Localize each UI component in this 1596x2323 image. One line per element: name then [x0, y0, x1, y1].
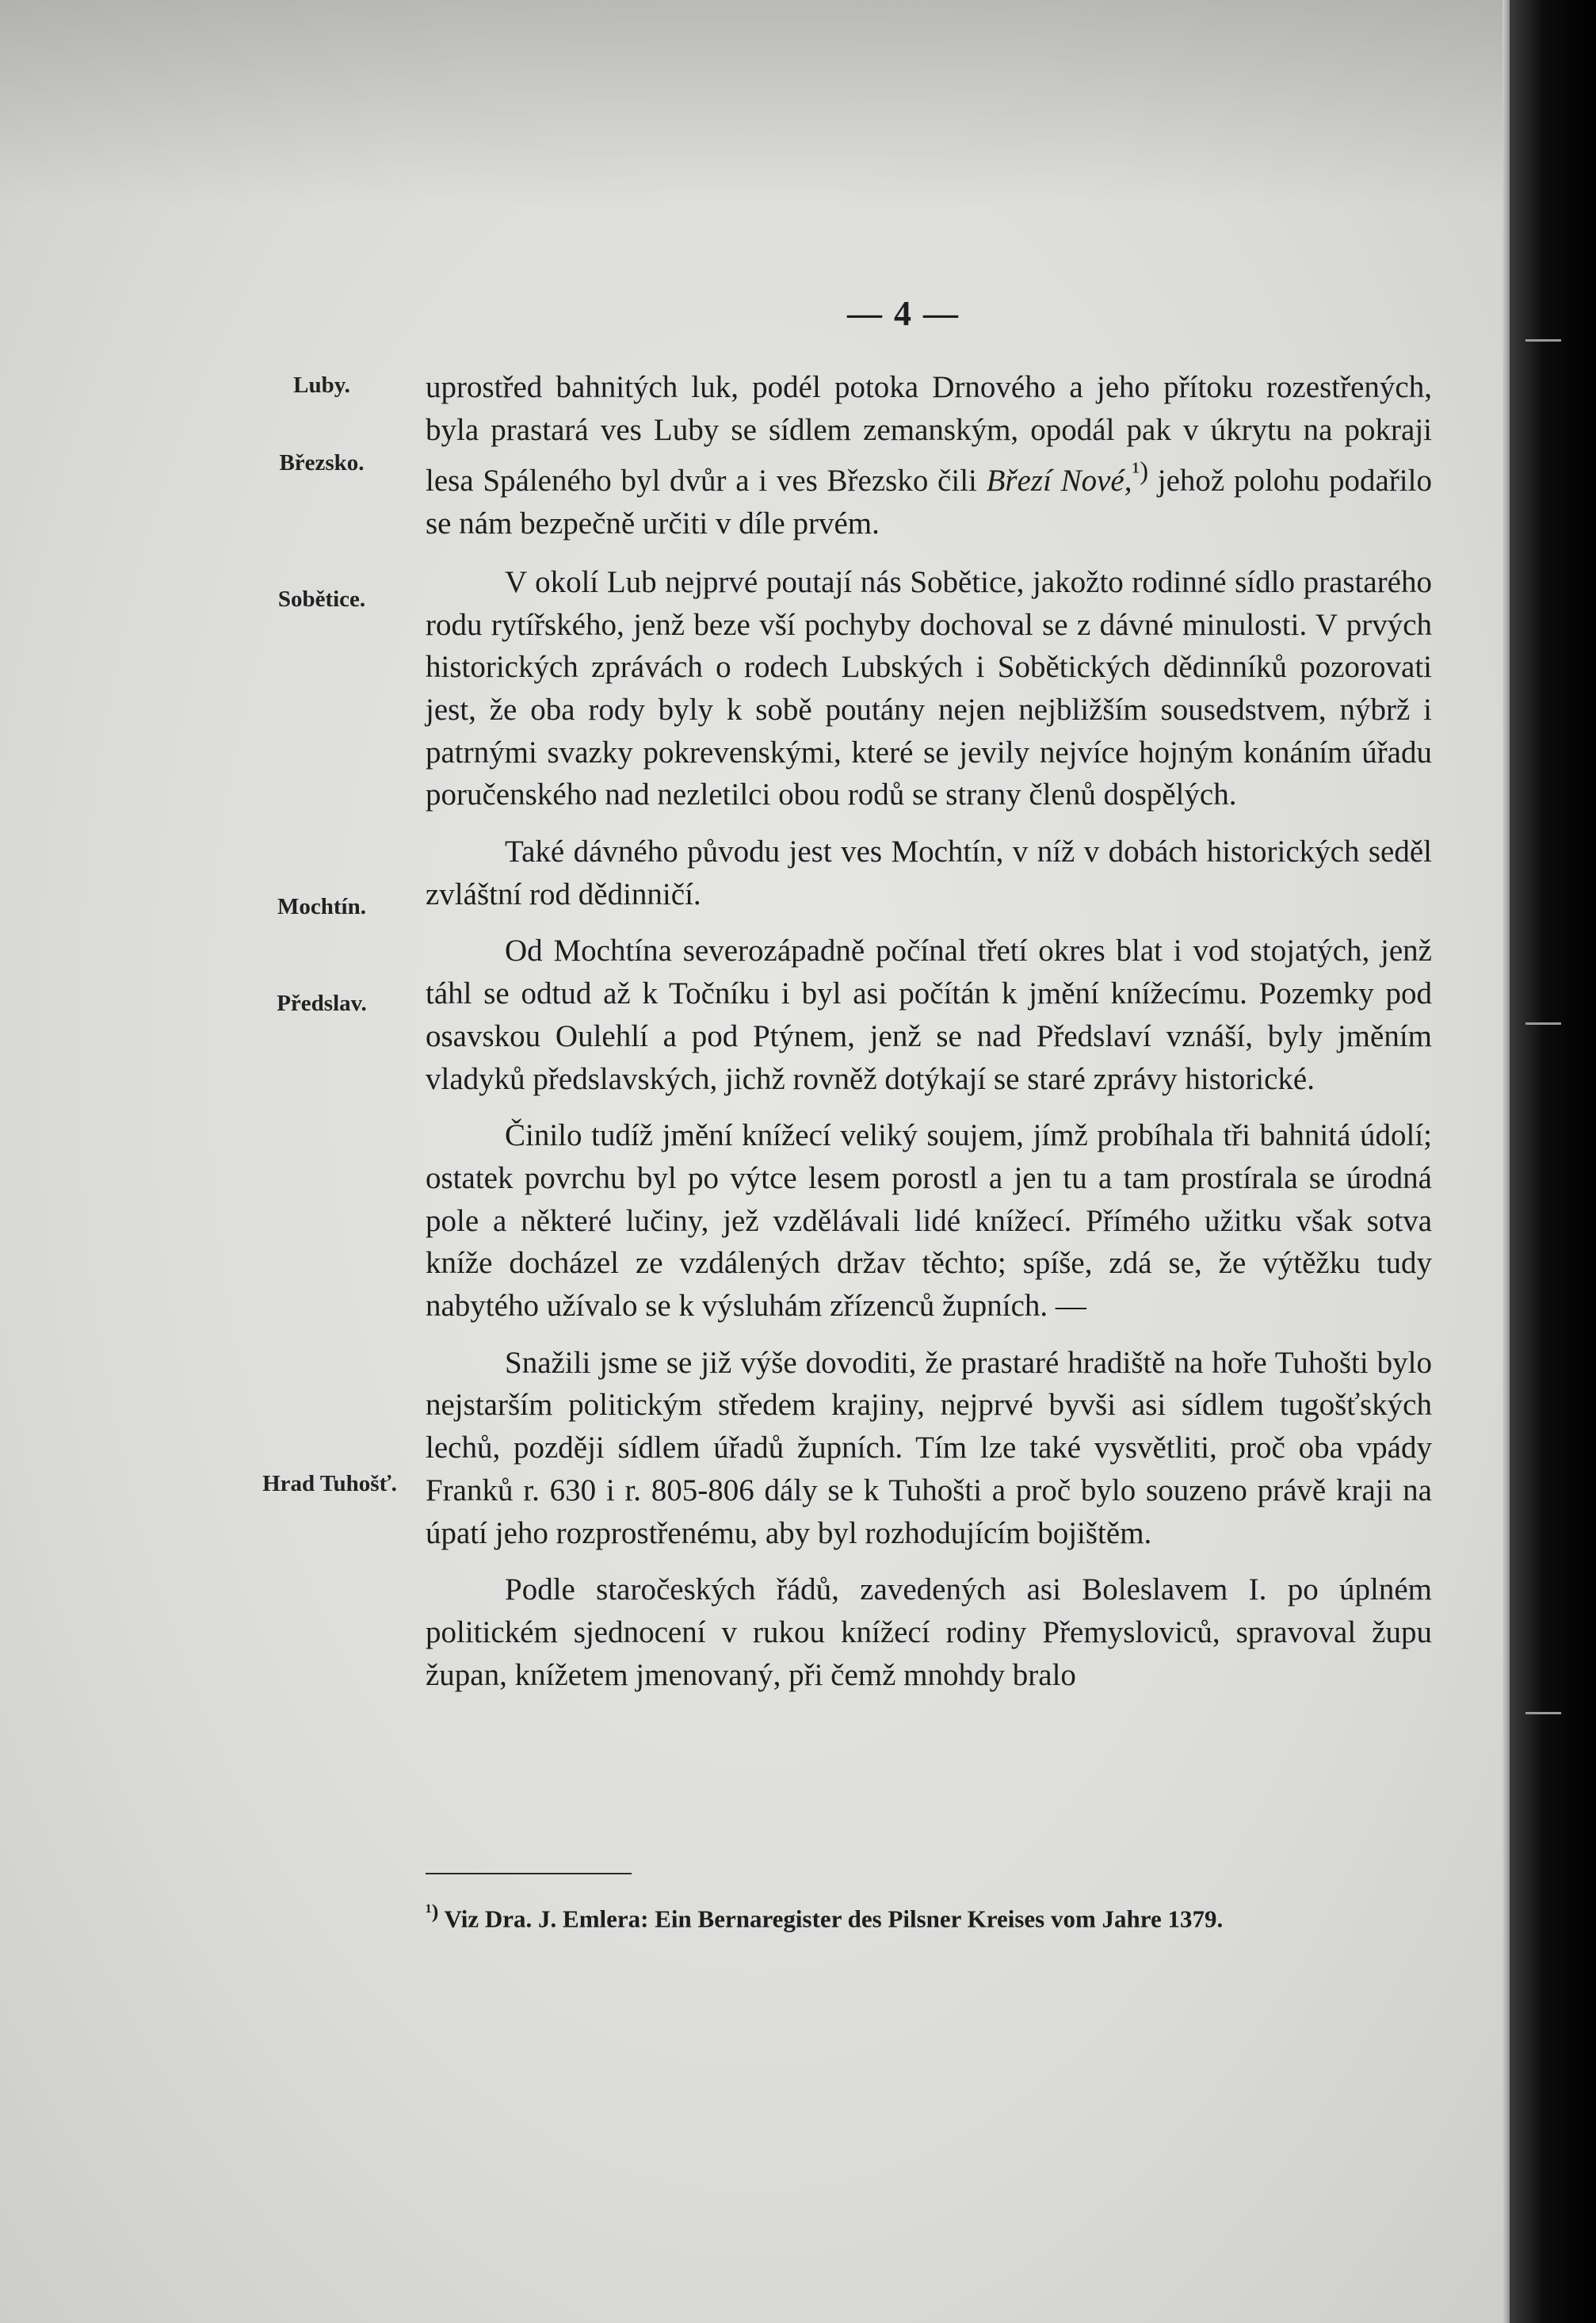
margin-note-luby: Luby.: [293, 373, 350, 398]
footnote-mark: ¹): [426, 1900, 439, 1923]
scan-tick-mark: [1525, 1022, 1561, 1025]
footnote-text: Viz Dra. J. Emlera: Ein Bernaregister des Pilsner Kreises vom Jahre 1379.: [438, 1905, 1224, 1933]
scan-border: [1510, 0, 1596, 2323]
footnote: [426, 1893, 1432, 1938]
page-number: — 4 —: [847, 294, 960, 333]
paragraph-4: Od Mochtína severozápadně počínal třetí okres blat i vod stojatých, jenž táhl se odtud až k Točníku i byl asi počítán k jmění knížecímu. Pozemky pod osavskou Oulehlí a pod Ptýnem, jenž se nad Předslaví vznáší, byly jměním vladyků předslavských, jichž rovněž dotýkají se staré zprávy historické.: [426, 934, 1432, 1096]
footnote-divider: [426, 1873, 632, 1874]
italic-place-name: Březí Nové,: [986, 464, 1132, 499]
paragraph-6: Snažili jsme se již výše dovoditi, že prastaré hradiště na hoře Tuhošti bylo nejstarším politickým středem krajiny, nejprvé byvši asi sídlem tugošťských lechů, později sídlem úřadů župních. Tím lze také vysvětliti, proč oba vpády Franků r. 630 i r. 805-806 dály se k Tuhošti a proč bylo souzeno právě kraji na úpatí jeho rozprostřenému, aby byl rozhodujícím bojištěm.: [426, 1345, 1432, 1550]
paragraph-3: Také dávného původu jest ves Mochtín, v níž v dobách historických seděl zvláštní rod dědinničí.: [426, 835, 1432, 911]
paragraph-5: Činilo tudíž jmění knížecí veliký soujem, jímž probíhala tři bahnitá údolí; ostatek povrchu byl po výtce lesem porostl a jen tu a tam prostírala se úrodná pole a některé lučiny, jež vzdělávali lidé knížecí. Přímého užitku však sotva kníže docházel ze vzdálených držav těchto; spíše, zdá se, že výtěžku tudy nabytého užívalo se k výsluhám zřízenců župních. —: [426, 1118, 1432, 1324]
scan-tick-mark: [1525, 339, 1561, 342]
footnote-ref: ¹): [1132, 457, 1149, 487]
margin-note-predslav: Předslav.: [277, 991, 367, 1016]
scan-tick-mark: [1525, 1712, 1561, 1714]
paragraph-1: uprostřed bahnitých luk, podél potoka Drnového a jeho přítoku rozestřených, byla prastará ves Luby se sídlem zemanským, opodál pak v úkrytu na pokraji lesa Spáleného byl dvůr a i ves Březsko čili Březí Nové,$^{^1)}$ jehož polohu podařilo se nám bezpečně určiti v díle prvém.: [426, 370, 1432, 541]
body-text: [426, 366, 1432, 1696]
margin-note-brezsko: Březsko.: [279, 450, 365, 476]
paragraph-7: Podle staročeských řádů, zavedených asi Boleslavem I. po úplném politickém sjednocení v rukou knížecí rodiny Přemysloviců, spravoval župu župan, knížetem jmenovaný, při čemž mnohdy bralo: [426, 1572, 1432, 1692]
margin-note-mochtin: Mochtín.: [277, 894, 366, 919]
scan-shadow: [0, 0, 1510, 206]
paragraph-2: V okolí Lub nejprvé poutají nás Sobětice, jakožto rodinné sídlo prastarého rodu rytířského, jenž beze vší pochyby dochoval se z dávné minulosti. V prvých historických zprávách o rodech Lubských i Sobětických dědinníků pozorovati jest, že oba rody byly k sobě poutány nejen nejbližším sousedstvem, nýbrž i patrnými svazky pokrevenskými, které se jevily nejvíce hojným konáním úřadu poručenského nad nezletilci obou rodů se strany členů dospělých.: [426, 564, 1432, 812]
margin-note-sobetice: Sobětice.: [277, 586, 366, 612]
margin-note-hrad-tuhost: Hrad Tuhošť.: [262, 1471, 397, 1496]
